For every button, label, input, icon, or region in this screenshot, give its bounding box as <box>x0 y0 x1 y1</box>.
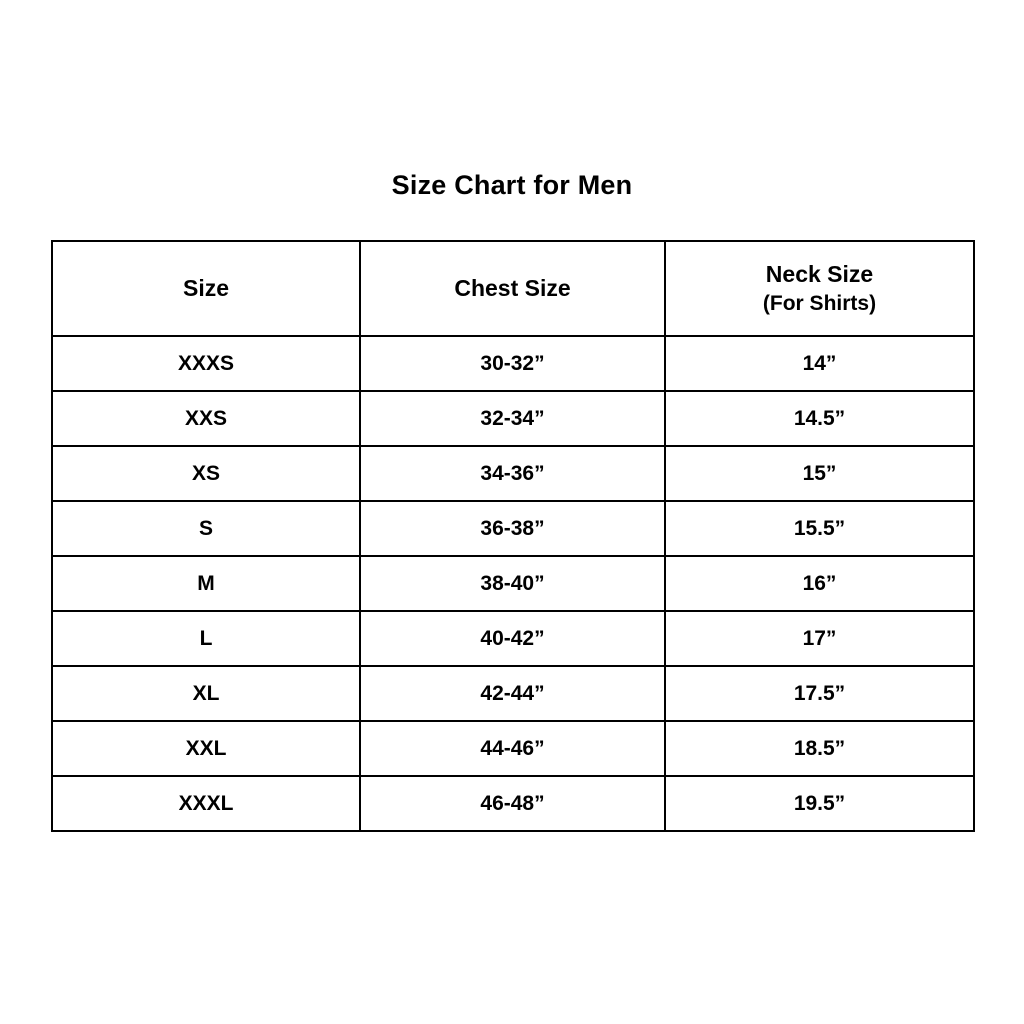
column-header-neck-size-sublabel: (For Shirts) <box>762 291 877 315</box>
column-header-neck-size-label: Neck Size <box>765 260 874 287</box>
cell-size: L <box>52 611 360 666</box>
table-header-row <box>52 241 974 336</box>
column-header-chest-size-label: Chest Size <box>454 274 571 301</box>
cell-chest: 30-32” <box>360 336 665 391</box>
cell-size: XXS <box>52 391 360 446</box>
cell-neck: 17.5” <box>665 666 974 721</box>
table-row <box>52 391 974 446</box>
table-body <box>52 336 974 831</box>
cell-chest: 36-38” <box>360 501 665 556</box>
cell-neck: 15.5” <box>665 501 974 556</box>
cell-size: S <box>52 501 360 556</box>
column-header-size-label: Size <box>182 274 230 301</box>
table-header <box>52 241 974 336</box>
cell-chest: 34-36” <box>360 446 665 501</box>
cell-chest: 40-42” <box>360 611 665 666</box>
cell-neck: 14” <box>665 336 974 391</box>
cell-neck: 15” <box>665 446 974 501</box>
table-row <box>52 336 974 391</box>
table-row <box>52 446 974 501</box>
table-row <box>52 666 974 721</box>
column-header-neck-size <box>665 241 974 336</box>
cell-size: XXXS <box>52 336 360 391</box>
table-row <box>52 556 974 611</box>
table-row <box>52 611 974 666</box>
cell-size: XS <box>52 446 360 501</box>
column-header-size <box>52 241 360 336</box>
cell-size: XXXL <box>52 776 360 831</box>
cell-size: XXL <box>52 721 360 776</box>
size-chart-table <box>51 240 975 832</box>
table-row <box>52 721 974 776</box>
cell-neck: 14.5” <box>665 391 974 446</box>
table-row <box>52 501 974 556</box>
cell-neck: 19.5” <box>665 776 974 831</box>
page-title: Size Chart for Men <box>391 170 633 200</box>
column-header-chest-size <box>360 241 665 336</box>
cell-chest: 32-34” <box>360 391 665 446</box>
cell-neck: 18.5” <box>665 721 974 776</box>
cell-chest: 44-46” <box>360 721 665 776</box>
cell-neck: 17” <box>665 611 974 666</box>
cell-size: M <box>52 556 360 611</box>
cell-neck: 16” <box>665 556 974 611</box>
cell-chest: 38-40” <box>360 556 665 611</box>
cell-chest: 42-44” <box>360 666 665 721</box>
table-row <box>52 776 974 831</box>
cell-chest: 46-48” <box>360 776 665 831</box>
cell-size: XL <box>52 666 360 721</box>
